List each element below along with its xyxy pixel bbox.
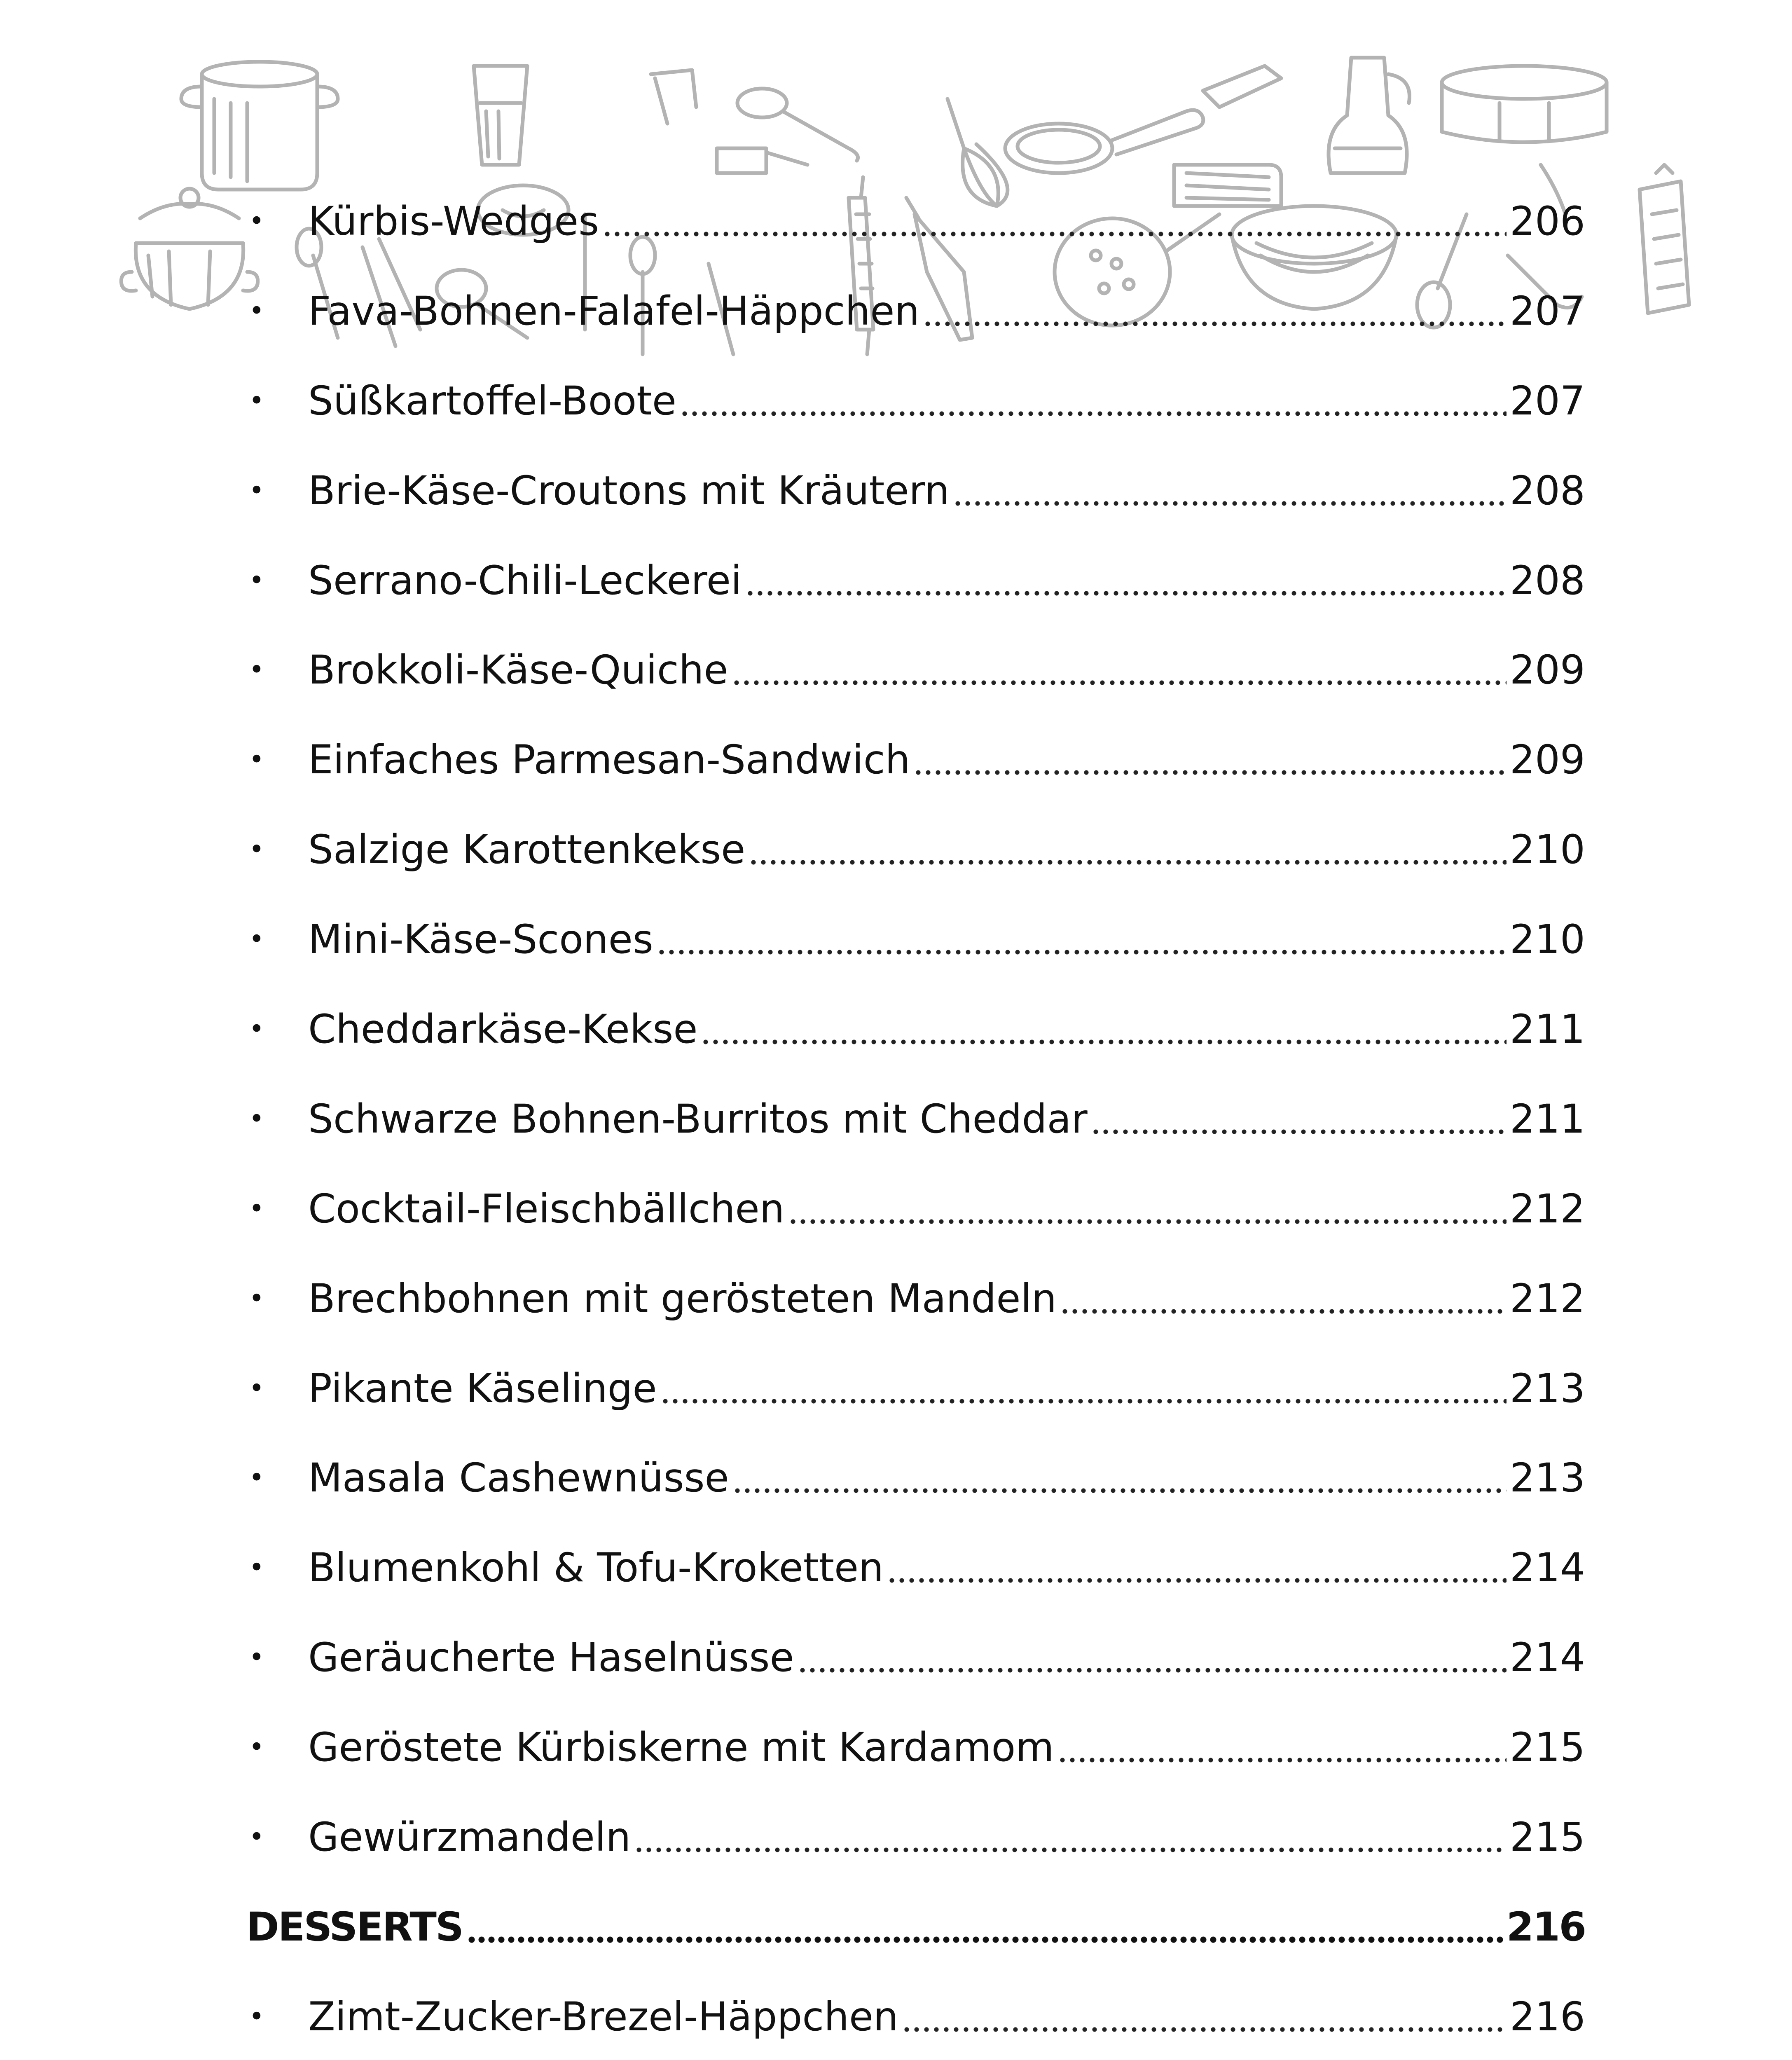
- toc-page-number: 216: [1506, 1903, 1585, 1950]
- toc-entry-title: Schwarze Bohnen-Burritos mit Cheddar: [308, 1096, 1088, 1142]
- dot-leader: [680, 410, 1507, 418]
- toc-entry-title: Salzige Karottenkekse: [308, 826, 746, 873]
- toc-entry[interactable]: [246, 1792, 1585, 1882]
- dot-leader: [923, 320, 1507, 328]
- bullet: •: [249, 295, 264, 326]
- toc-entry[interactable]: [246, 984, 1585, 1074]
- toc-entry-title: Cocktail-Fleischbällchen: [308, 1185, 785, 1232]
- toc-section-title: DESSERTS: [246, 1903, 463, 1950]
- toc-entry-title: Blumenkohl & Tofu-Kroketten: [308, 1545, 884, 1591]
- toc-page-number: 209: [1509, 737, 1585, 783]
- bullet: •: [249, 1283, 264, 1314]
- toc-entry-title: Einfaches Parmesan-Sandwich: [308, 737, 910, 783]
- cake-tin-icon: [1442, 66, 1607, 142]
- toc-entry[interactable]: [246, 715, 1585, 805]
- toc-page-number: 206: [1509, 198, 1585, 244]
- bullet: •: [249, 655, 264, 686]
- dot-leader: [634, 1846, 1506, 1854]
- toc-entry[interactable]: [246, 536, 1585, 625]
- dot-leader: [887, 1576, 1507, 1585]
- bullet: •: [249, 744, 264, 775]
- bullet: •: [249, 2001, 264, 2032]
- bullet: •: [249, 1642, 264, 1673]
- toc-page-number: 215: [1509, 1814, 1585, 1860]
- toc-entry-title: Brie-Käse-Croutons mit Kräutern: [308, 467, 950, 514]
- toc-page-number: 213: [1509, 1455, 1585, 1501]
- bullet: •: [249, 1373, 264, 1404]
- toc-entry[interactable]: [246, 1523, 1585, 1613]
- dot-leader: [732, 1486, 1507, 1495]
- dot-leader: [953, 499, 1507, 508]
- toc-page-number: 208: [1509, 557, 1585, 604]
- lidded-pot-icon: [121, 189, 257, 309]
- toc-entry[interactable]: [246, 1254, 1585, 1344]
- bullet: •: [249, 1463, 264, 1494]
- toc-page-number: 215: [1509, 1724, 1585, 1771]
- toc-entry-title: Masala Cashewnüsse: [308, 1455, 729, 1501]
- dot-leader: [1057, 1756, 1507, 1764]
- bullet: •: [249, 1732, 264, 1763]
- toc-entry[interactable]: [246, 1164, 1585, 1254]
- toc-page-number: 207: [1509, 288, 1585, 334]
- spoons-icon: [651, 70, 858, 173]
- toc-entry[interactable]: [246, 176, 1585, 266]
- bullet: •: [249, 1821, 264, 1852]
- bullet: •: [249, 1552, 264, 1583]
- toc-entry-title: Geröstete Kürbiskerne mit Kardamom: [308, 1724, 1054, 1771]
- dot-leader: [902, 2025, 1507, 2034]
- toc-page-number: 208: [1509, 467, 1585, 514]
- toc-page-number: 210: [1509, 826, 1585, 873]
- toc-entry[interactable]: [246, 1613, 1585, 1702]
- bullet: •: [249, 385, 264, 416]
- cooking-pot-icon: [181, 62, 338, 190]
- toc-entry-title: Cheddarkäse-Kekse: [308, 1006, 698, 1052]
- toc-page-number: 216: [1509, 1993, 1585, 2040]
- bullet: •: [249, 1103, 264, 1134]
- toc-entry[interactable]: [246, 266, 1585, 356]
- bullet: •: [249, 1193, 264, 1224]
- toc-entry-title: Gewürzmandeln: [308, 1814, 631, 1860]
- dot-leader: [798, 1666, 1507, 1674]
- toc-section-desserts[interactable]: [246, 1882, 1585, 1972]
- toc-entry[interactable]: [246, 805, 1585, 894]
- glass-icon: [474, 66, 527, 165]
- toc-entry[interactable]: [246, 446, 1585, 536]
- dot-leader: [788, 1217, 1507, 1226]
- toc-entry-title: Mini-Käse-Scones: [308, 916, 653, 963]
- toc-entry-title: Fava-Bohnen-Falafel-Häppchen: [308, 288, 920, 334]
- bullet: •: [249, 565, 264, 596]
- toc-entry-title: Pikante Käselinge: [308, 1365, 657, 1412]
- toc-page-number: 210: [1509, 916, 1585, 963]
- toc-entry[interactable]: [246, 356, 1585, 446]
- dot-leader: [732, 679, 1507, 687]
- toc-page-number: 211: [1509, 1096, 1585, 1142]
- table-of-contents: [246, 176, 1585, 2060]
- toc-entry[interactable]: [246, 1344, 1585, 1433]
- bullet: •: [249, 834, 264, 865]
- grater-icon: [1640, 165, 1689, 313]
- toc-entry-title: Serrano-Chili-Leckerei: [308, 557, 742, 604]
- toc-entry-title: Süßkartoffel-Boote: [308, 377, 676, 424]
- dot-leader: [701, 1038, 1506, 1046]
- toc-entry[interactable]: [246, 625, 1585, 715]
- toc-page-number: 212: [1509, 1275, 1585, 1322]
- dot-leader: [1091, 1128, 1507, 1136]
- dot-leader: [749, 858, 1506, 866]
- toc-entry-title: Zimt-Zucker-Brezel-Häppchen: [308, 1993, 898, 2040]
- bullet: •: [249, 475, 264, 506]
- toc-entry[interactable]: [246, 1972, 1585, 2060]
- toc-page-number: 214: [1509, 1545, 1585, 1591]
- dot-leader: [1060, 1307, 1507, 1316]
- dot-leader: [467, 1936, 1503, 1944]
- toc-page-number: 211: [1509, 1006, 1585, 1052]
- bullet: •: [249, 1014, 264, 1044]
- bullet: •: [249, 206, 264, 236]
- bullet: •: [249, 924, 264, 955]
- toc-entry-title: Brokkoli-Käse-Quiche: [308, 647, 728, 693]
- dot-leader: [913, 768, 1506, 777]
- dot-leader: [660, 1397, 1507, 1405]
- toc-entry[interactable]: [246, 1074, 1585, 1164]
- toc-entry[interactable]: [246, 1433, 1585, 1523]
- dot-leader: [657, 948, 1507, 956]
- toc-page-number: 207: [1509, 377, 1585, 424]
- toc-page-number: 209: [1509, 647, 1585, 693]
- toc-page-number: 213: [1509, 1365, 1585, 1412]
- toc-page-number: 214: [1509, 1634, 1585, 1681]
- dot-leader: [602, 230, 1507, 238]
- toc-entry-title: Kürbis-Wedges: [308, 198, 599, 244]
- toc-entry-title: Brechbohnen mit gerösteten Mandeln: [308, 1275, 1057, 1322]
- toc-entry[interactable]: [246, 1702, 1585, 1792]
- toc-page-number: 212: [1509, 1185, 1585, 1232]
- dot-leader: [745, 589, 1507, 597]
- carafe-icon: [1329, 58, 1409, 173]
- toc-entry-title: Geräucherte Haselnüsse: [308, 1634, 794, 1681]
- toc-entry[interactable]: [246, 894, 1585, 984]
